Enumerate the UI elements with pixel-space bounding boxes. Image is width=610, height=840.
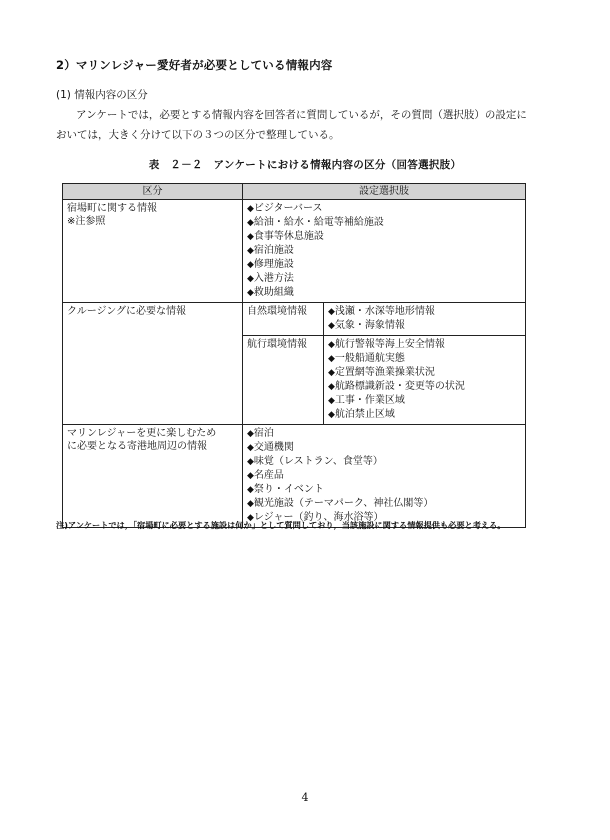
paragraph-line-2: おいては，大きく分けて以下の３つの区分で整理している。: [56, 129, 340, 141]
choices-cell: [243, 303, 526, 425]
table-row: [63, 303, 526, 425]
choice-item: ◆ 食事等休息施設: [247, 230, 521, 244]
category-note: ※注参照: [67, 216, 106, 227]
row-category-cell: [63, 303, 243, 425]
choice-item: ◆ 入港方法: [247, 272, 521, 286]
subgroup-label: 自然環境情報: [243, 303, 324, 336]
choice-item: ◆ 気象・海象情報: [328, 319, 521, 333]
table-row: [63, 200, 526, 303]
info-category-table: [62, 183, 526, 528]
table-footnote: 注)アンケートでは，「宿場町に必要とする施設は何か」として質問しており，当該施設に関する情報提供も必要と考える。: [56, 520, 506, 530]
category-label-line-2: に必要となる寄港地周辺の情報: [67, 441, 207, 452]
choices-cell: [243, 200, 526, 303]
subgroup-table: [243, 303, 525, 424]
subgroup-items: [324, 303, 526, 336]
choice-item: ◆ 浅瀬・水深等地形情報: [328, 305, 521, 319]
choice-item: ◆ 宿泊施設: [247, 244, 521, 258]
subgroup-label: 航行環境情報: [243, 336, 324, 425]
choice-item: ◆ 味覚（レストラン、食堂等）: [247, 455, 521, 469]
category-label: クルージングに必要な情報: [67, 306, 187, 317]
paragraph-line-1: アンケートでは，必要とする情報内容を回答者に質問しているが，その質問（選択肢）の設定に: [76, 109, 527, 121]
header-choices: 設定選択肢: [243, 184, 526, 200]
body-paragraph: [56, 105, 556, 145]
choice-item: ◆ 祭り・イベント: [247, 483, 521, 497]
choice-item: ◆ 航行警報等海上安全情報: [328, 338, 521, 352]
choice-item: ◆ 航泊禁止区域: [328, 408, 521, 422]
choice-item: ◆ 航路標識新設・変更等の状況: [328, 380, 521, 394]
header-category: 区分: [63, 184, 243, 200]
row-category-cell: [63, 425, 243, 528]
subgroup-items: [324, 336, 526, 425]
choice-item: ◆ 宿泊: [247, 427, 521, 441]
choice-item: ◆ 交通機関: [247, 441, 521, 455]
subgroup-row: [243, 303, 525, 336]
choices-cell: [243, 425, 526, 528]
table-caption: 表 ２－２ アンケートにおける情報内容の区分（回答選択肢）: [148, 159, 462, 171]
choice-item: ◆ 名産品: [247, 469, 521, 483]
table-header-row: [63, 184, 526, 200]
section-heading: 2）マリンレジャー愛好者が必要としている情報内容: [56, 58, 333, 72]
choice-item: ◆ レジャー（釣り、海水浴等）: [247, 511, 521, 525]
subsection-heading: (1) 情報内容の区分: [56, 89, 148, 101]
choice-item: ◆ 観光施設（テーマパーク、神社仏閣等）: [247, 497, 521, 511]
choice-item: ◆ ビジターバース: [247, 202, 521, 216]
row-category-cell: [63, 200, 243, 303]
table-row: [63, 425, 526, 528]
category-label: 宿場町に関する情報: [67, 203, 157, 214]
choice-item: ◆ 修理施設: [247, 258, 521, 272]
category-label-line-1: マリンレジャーを更に楽しむため: [67, 428, 217, 439]
choice-item: ◆ 給油・給水・給電等補給施設: [247, 216, 521, 230]
page-number: 4: [301, 791, 309, 804]
choice-item: ◆ 一般船通航実態: [328, 352, 521, 366]
choice-item: ◆ 救助組織: [247, 286, 521, 300]
choice-item: ◆ 定置網等漁業操業状況: [328, 366, 521, 380]
choice-item: ◆ 工事・作業区域: [328, 394, 521, 408]
subgroup-row: [243, 336, 525, 425]
